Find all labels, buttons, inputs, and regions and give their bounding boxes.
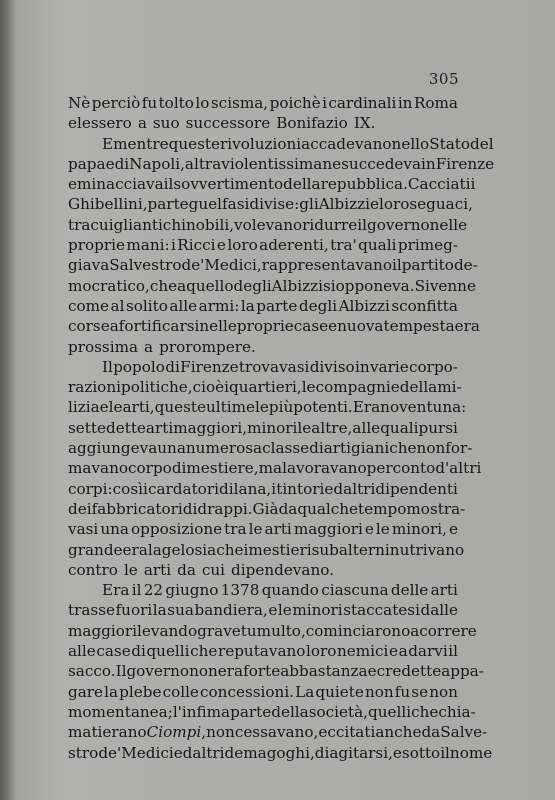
- text-line: tra cui gli antichi nobili, volevano ridurre il governo nelle: [68, 215, 468, 234]
- binding-shadow: [0, 0, 16, 800]
- text-line: e minacciava il sovvertimento della repubblica. Cacciati i: [68, 175, 476, 194]
- text-line: grande era la gelosia che i mestieri subalterni nutrivano: [68, 540, 465, 559]
- text-line: elessero a suo successore Bonifazio IX.: [68, 114, 376, 133]
- text-line: mavano corpo di mestiere, ma lavoravano per conto d'altri: [68, 459, 482, 478]
- text-line: E mentre queste rivoluzioni accadevano nello Stato del: [102, 134, 494, 153]
- text-line: Il popolo di Firenze trovavasi diviso in varie corpo-: [102, 357, 458, 376]
- text-line: vasi una opposizione tra le arti maggiori e le minori, e: [68, 520, 458, 539]
- text-line: mocratico, che a quello degli Albizzi si opponeva. Si venne: [68, 276, 476, 295]
- text-line: sette dette arti maggiori, minori le altre, alle quali pur si: [68, 418, 458, 437]
- text-line: razioni politiche, cioè i quartieri, le compagnie della mi-: [68, 378, 462, 397]
- body-text: [68, 93, 495, 763]
- text-line: come al solito alle armi: la parte degli Albizzi sconfitta: [68, 296, 458, 315]
- page-number: 305: [428, 70, 459, 88]
- text-line: prossima a prorompere.: [68, 337, 256, 356]
- text-line: mati erano Ciompi, non cessavano, eccitati anche da Salve-: [68, 723, 488, 742]
- text-line: Era il 22 giugno 1378 quando ciascuna delle arti: [102, 581, 458, 600]
- text-line: alle case di quelli che reputavano loro nemici e a darvi il: [68, 642, 458, 661]
- text-line: trasse fuori la sua bandiera, e le minori staccatesi dalle: [68, 601, 458, 620]
- text-line: Nè perciò fu tolto lo scisma, poichè i cardinali in Roma: [68, 94, 458, 112]
- text-line: momentanea; l'infima parte della società, quelli che chia-: [68, 702, 476, 721]
- text-line: maggiori levando grave tumulto, cominciarono a correre: [68, 621, 477, 640]
- text-line: lizia e le arti, queste ultime le più potenti. Erano ventuna:: [68, 398, 467, 417]
- text-line: dei fabbricatori di drappi. Già da qualche tempo mostra-: [68, 499, 466, 518]
- text-line: giava Salvestro de' Medici, rappresentavano il partito de-: [68, 256, 478, 275]
- text-line: corse a fortificarsi nelle proprie case e nuova tempesta era: [68, 317, 480, 336]
- text-line: proprie mani: i Ricci e loro aderenti, tra' quali primeg-: [68, 236, 458, 255]
- text-line: aggiungeva una numerosa classe di artigiani che non for-: [68, 439, 473, 458]
- text-line: papa e di Napoli, altra violentissima ne succedeva in Firenze: [68, 154, 495, 173]
- text-line: stro de' Medici ed altri demagoghi, di agitarsi, e sotto il nome: [68, 743, 493, 762]
- text-line: gare la plebe colle concessioni. La quiete non fu se non: [68, 682, 458, 701]
- text-line: corpi: così i cardatori di lana, i tintori ed altri dipendenti: [68, 479, 458, 498]
- text-line: sacco. Il governo non era forte abbastanza e credette appa-: [68, 662, 484, 681]
- text-line: contro le arti da cui dipendevano.: [68, 560, 334, 579]
- text-line: Ghibellini, parte guelfa si divise: gli Albizzi e loro seguaci,: [68, 195, 473, 214]
